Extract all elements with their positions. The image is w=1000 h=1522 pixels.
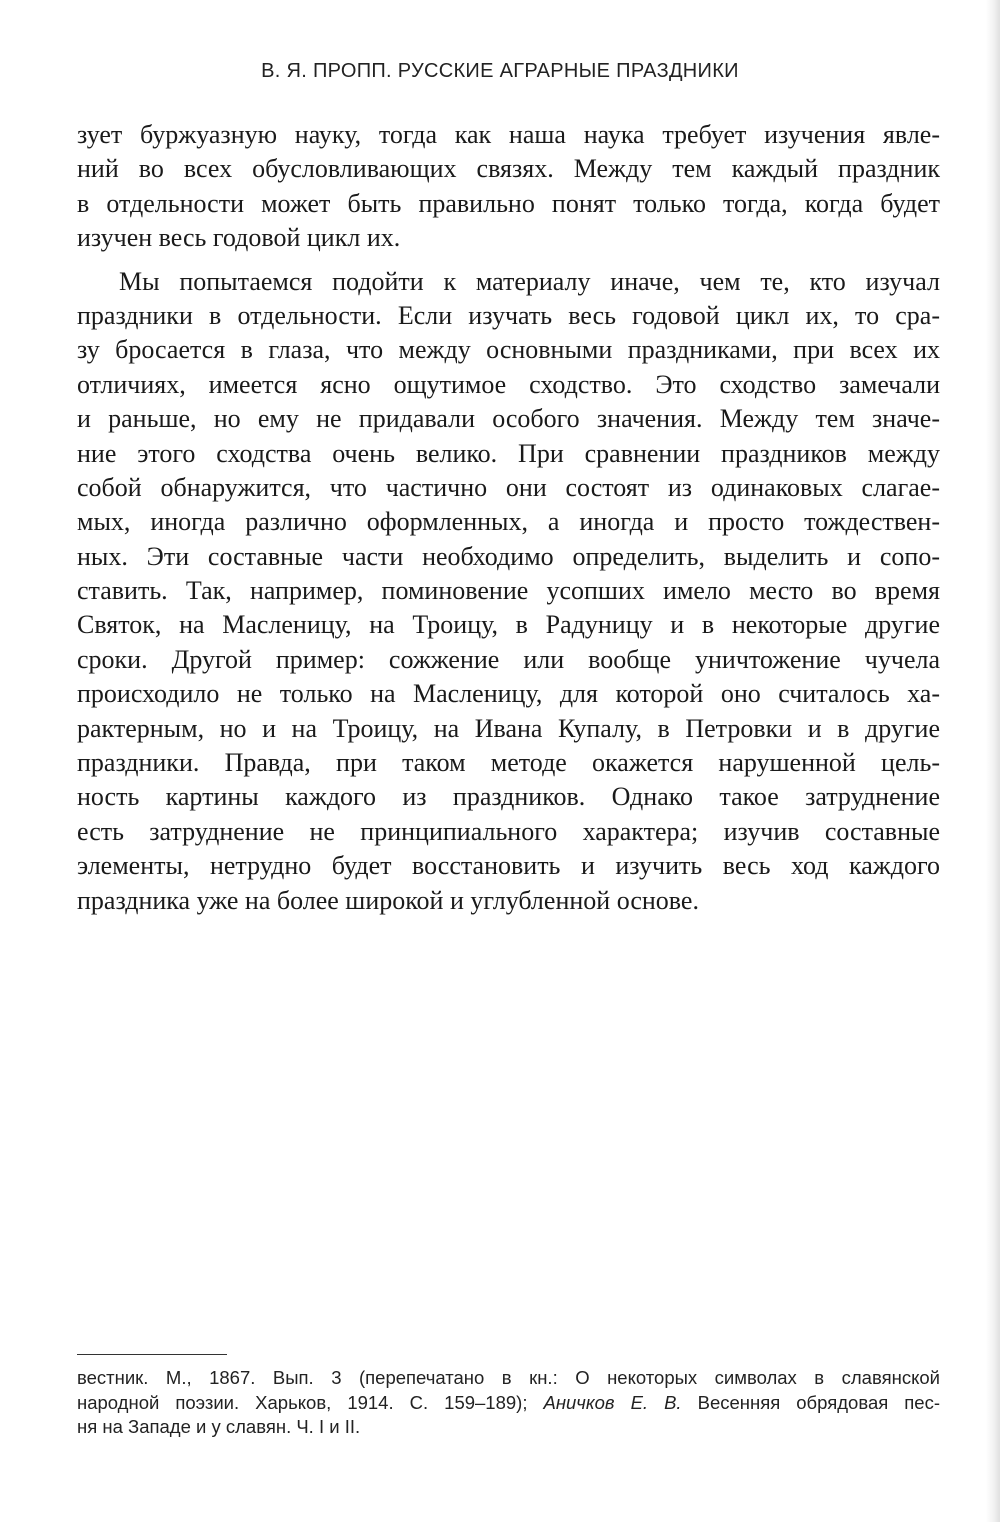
paragraph-1 bbox=[77, 118, 940, 256]
footnote-separator bbox=[77, 1354, 227, 1355]
running-head: В. Я. ПРОПП. РУССКИЕ АГРАРНЫЕ ПРАЗДНИКИ bbox=[261, 60, 739, 82]
text-line: ных. Эти составные части необходимо определить, выделить и сопо- bbox=[77, 541, 940, 571]
footnote-text: народной поэзии. Харьков, 1914. С. 159–189); bbox=[77, 1391, 544, 1413]
text-line: ние этого сходства очень велико. При сравнении праздников между bbox=[77, 438, 940, 468]
text-line: в отдельности может быть правильно понят только тогда, когда будет bbox=[77, 188, 940, 218]
text-line: собой обнаружится, что частично они состоят из одинаковых слагае- bbox=[77, 472, 940, 502]
text-line: зует буржуазную науку, тогда как наша наука требует изучения явле- bbox=[77, 120, 940, 149]
text-line: ставить. Так, например, поминовение усопших имело место во время bbox=[77, 576, 940, 606]
text-line: ность картины каждого из праздников. Однако такое затруднение bbox=[77, 782, 940, 812]
page-edge-shadow bbox=[986, 0, 1000, 1522]
text-line: и раньше, но ему не придавали особого значения. Между тем значе- bbox=[77, 404, 940, 434]
text-line: зу бросается в глаза, что между основными праздниками, при всех их bbox=[77, 335, 940, 365]
text-line: сроки. Другой пример: сожжение или вообще уничтожение чучела bbox=[77, 644, 940, 674]
text-line: Мы попытаемся подойти к материалу иначе, чем те, кто изучал bbox=[119, 266, 940, 296]
footnote-author: Аничков Е. В. bbox=[543, 1391, 682, 1413]
footnote bbox=[77, 1366, 940, 1440]
footnote-line bbox=[77, 1391, 940, 1416]
footnote-text: Весенняя обрядовая пес- bbox=[681, 1391, 940, 1413]
text-line: праздники. Правда, при таком методе окажется нарушенной цель- bbox=[77, 748, 940, 778]
text-line: праздника уже на более широкой и углубленной основе. bbox=[77, 885, 699, 915]
paragraph-gap bbox=[77, 256, 940, 265]
text-line: отличиях, имеется ясно ощутимое сходство. Это сходство замечали bbox=[77, 369, 940, 399]
footnote-line: ня на Западе и у славян. Ч. I и II. bbox=[77, 1416, 361, 1437]
text-line: есть затруднение не принципиального характера; изучив составные bbox=[77, 816, 940, 846]
text-line: праздники в отдельности. Если изучать весь годовой цикл их, то сра- bbox=[77, 300, 940, 330]
text-line: рактерным, но и на Троицу, на Ивана Купалу, в Петровки и в другие bbox=[77, 713, 940, 743]
text-line: изучен весь годовой цикл их. bbox=[77, 223, 401, 253]
text-line: мых, иногда различно оформленных, а иногда и просто тождествен- bbox=[77, 507, 940, 537]
main-text bbox=[77, 118, 940, 918]
text-line: ний во всех обусловливающих связях. Между тем каждый праздник bbox=[77, 154, 940, 184]
text-line: происходило не только на Масленицу, для которой оно считалось ха- bbox=[77, 679, 940, 709]
paragraph-2 bbox=[77, 265, 940, 918]
text-line: элементы, нетрудно будет восстановить и изучить весь ход каждого bbox=[77, 851, 940, 881]
text-line: Святок, на Масленицу, на Троицу, в Радуницу и в некоторые другие bbox=[77, 610, 940, 640]
footnote-line: вестник. М., 1867. Вып. 3 (перепечатано в кн.: О некоторых символах в славянской bbox=[77, 1367, 940, 1388]
